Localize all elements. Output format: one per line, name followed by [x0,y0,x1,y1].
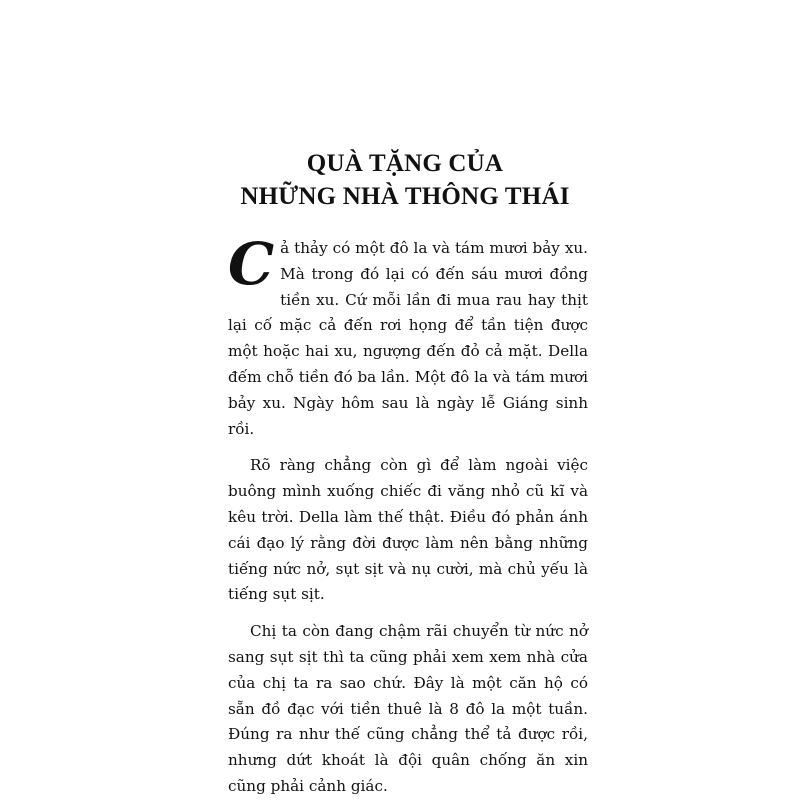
chapter-title-line-2: NHỮNG NHÀ THÔNG THÁI [240,183,570,210]
paragraph-3: Chị ta còn đang chậm rãi chuyển từ nức nở sang sụt sịt thì ta cũng phải xem xem nhà cửa của chị ta ra sao chứ. Đây là một căn hộ có sẵn đồ đạc với tiền thuê là 8 đô la một tuần. Đúng ra như thế cũng chẳng thể tả được rồi, nhưng dứt khoát là đội quân chống ăn xin cũng phải cảnh giác. [228,622,588,795]
body-text [228,230,588,811]
paragraph-1-text: ả thảy có một đô la và tám mươi bảy xu. Mà trong đó lại có đến sáu mươi đồng tiền xu. Cứ mỗi lần đi mua rau hay thịt lại cố mặc cả đến rơi họng để tần tiện được một hoặc hai xu, ngượng đến đỏ cả mặt. Della đếm chỗ tiền đó ba lần. Một đô la và tám mươi bảy xu. Ngày hôm sau là ngày lễ Giáng sinh rồi. [228,239,588,438]
paragraph-2: Rõ ràng chẳng còn gì để làm ngoài việc buông mình xuống chiếc đi văng nhỏ cũ kĩ và kêu trời. Della làm thế thật. Điều đó phản ánh cái đạo lý rằng đời được làm nên bằng những tiếng nức nở, sụt sịt và nụ cười, mà chủ yếu là tiếng sụt sịt. [228,456,588,604]
chapter-title-line-1: QUÀ TẶNG CỦA [306,150,504,177]
chapter-title [200,147,610,213]
paragraph-1 [228,230,588,442]
drop-cap: C [228,230,275,298]
